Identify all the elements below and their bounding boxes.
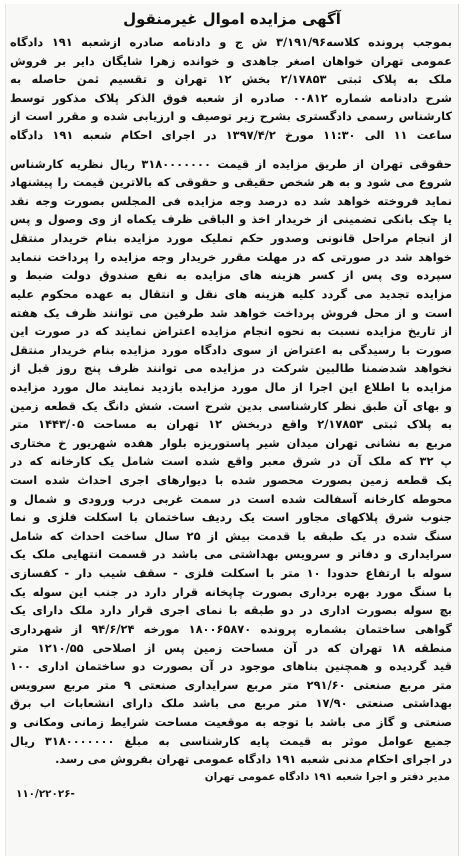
intro-line: شرح دادنامه شماره ۰۰۸۱۲ صادره از شعبه فوق الذکر پلاک مذکور توسط <box>10 90 452 105</box>
body-line: پ ۳۲ که ملک آن در شرق معبر واقع شده است شامل یک کارخانه که در <box>10 454 452 469</box>
body-line: سوله با ارتفاع حدودا ۱۰ متر با اسکلت فلزی - سقف شیب دار - کفسازی <box>10 566 452 581</box>
newspaper-clipping <box>5 4 459 856</box>
intro-line: عمومی تهران خواهان اصغر جاهدی و خوانده زهرا شایگان دایر بر فروش <box>10 53 452 68</box>
body-line: خواهد شد در صورتی که در مهلت مقرر خریدار وجه مزایده را پرداخت ننماید <box>10 249 452 264</box>
body-line: مزایده با اطلاع این اجرا از مال مورد مزایده بازدید نمایند مال مورد مزایده <box>10 379 452 394</box>
body-line: حقوقی تهران از طریق مزایده از قیمت ۳۱۸۰۰۰۰۰۰۰ ریال نظریه کارشناس <box>10 156 452 171</box>
body-line: است و از محل فروش پرداخت خواهد شد طرفین می توانند ظرف یک هفته <box>10 305 452 320</box>
body-line: نخواهد شدضمنا طالبین شرکت در مزایده می توانند ظرف پنج روز قبل از <box>10 361 452 376</box>
body-line: با سنگ مورد بهره برداری بصورت چاپخانه قرار دارد در جنب این سوله یک <box>10 584 452 599</box>
body-line: گواهی ساختمان بشماره پرونده ۱۸۰۰۶۵۸۷۰ مورخه ۹۴/۶/۲۴ از شهرداری <box>10 621 452 636</box>
intro-line: ملک به پلاک ثبتی ۲/۱۷۸۵۳ بخش ۱۲ تهران و تقسیم ثمن حاصله به <box>10 72 452 87</box>
intro-line: کارشناس رسمی دادگستری بشرح زیر توصیف و ارزیابی شده و مقرر است از <box>10 109 452 124</box>
body-line: شروع می شود و به هر شخص حقیقی و حقوقی که بالاترین قیمت را پیشنهاد <box>10 175 452 190</box>
notice-signature: مدیر دفتر و اجرا شعبه ۱۹۱ دادگاه عمومی تهران <box>204 770 450 783</box>
body-line: سنگ شده در یک طبقه با قدمت بیش از ۲۵ سال ساخت احداث که شامل <box>10 528 452 543</box>
body-line: بچ سوله بصورت اداری در دو طبقه با نمای اجری قرار دارد ملک دارای یک <box>10 603 452 618</box>
body-line: متر مربع صنعتی ۲۹۱/۶۰ متر مربع سرایداری صنعتی ۹ متر مربع سرویس <box>10 677 452 692</box>
body-line: در اجرای احکام مدنی شعبه ۱۹۱ دادگاه عمومی تهران بفروش می رسد. <box>55 752 452 767</box>
notice-reference-number: ۱۱۰/۲۲۰۲۶- <box>16 787 75 800</box>
body-line: جمیع عوامل موثر به قیمت پایه کارشناسی به مبلغ ۳۱۸۰۰۰۰۰۰۰ ریال <box>10 733 452 748</box>
notice-intro <box>6 33 458 145</box>
body-line: مزایده تجدید می گردد کلیه هزینه های نقل و انتقال به عهده محکوم علیه <box>10 286 452 301</box>
intro-line: بموجب پرونده کلاسه۳/۱۹۱/۹۶ ش ج و دادنامه صادره ازشعبه ۱۹۱ دادگاه <box>10 35 452 49</box>
body-line: صورت با رسیدگی به اعتراض از سوی دادگاه مورد مزایده بنام خریدار منتقل <box>10 342 452 357</box>
body-line: قید گردیده و همچنین بناهای موجود در آن بصورت دو ساختمان اداری ۱۰۰ <box>10 659 452 674</box>
body-line: و بهای آن طبق نظر کارشناسی بدین شرح است. شش دانگ یک قطعه زمین <box>10 398 452 413</box>
body-line: یک قطعه زمین بصورت محصور شده با دیوارهای اجری احداث شده است <box>10 473 452 488</box>
notice-title: آگهی مزایده اموال غیرمنقول <box>123 10 341 28</box>
body-line: محوطه کارخانه آسفالت شده است در سمت غربی درب ورودی و شمال و <box>10 491 452 506</box>
body-line: مربع به نشانی تهران میدان شیر پاستوریزه بلوار هفده شهریور خ مختاری <box>10 435 452 450</box>
body-line: منطقه ۱۸ تهران که در آن مساحت زمین پس از اصلاحی ۱۲۱۰/۵۵ متر <box>10 640 452 655</box>
body-line: یا چک بانکی تضمینی از خریدار اخذ و الباقی ظرف یکماه از وی وصول و پس <box>10 212 452 227</box>
body-line: صنعتی و گاز می باشد با توجه به موقعیت مساحت شرایط زمانی ومکانی و <box>10 714 452 729</box>
body-line: به پلاک ثبتی ۲/۱۷۸۵۳ واقع دربخش ۱۲ تهران به مساحت ۱۴۴۳/۰۵ متر <box>10 417 452 432</box>
body-line: نماید فروخته خواهد شد ده درصد وجه مزایده فی المجلس بصورت وجه نقد <box>10 193 452 208</box>
body-line: جنوب شرق پلاکهای مجاور است یک ردیف ساختمان با اسکلت فلزی و نما <box>10 510 452 525</box>
notice-body <box>6 155 458 769</box>
body-line: از تاریخ مزایده نسبت به نحوه انجام مزایده اعتراض نمایند که در صورت این <box>10 324 452 339</box>
body-line: بهداشتی صنعتی ۱۷/۹۰ متر مربع می باشد ملک دارای انشعابات اب برق <box>10 696 452 711</box>
body-line: سرایداری و دفاتر و سرویس بهداشتی می باشد در قسمت انتهایی ملک یک <box>10 547 452 562</box>
body-line: از انجام مراحل قانونی وصدور حکم تملیک مورد مزایده بنام خریدار منتقل <box>10 231 452 246</box>
body-line: سپرده وی پس از کسر هزینه های مزایده به نفع صندوق دولت ضبط و <box>10 268 452 283</box>
intro-line: ساعت ۱۱ الی ۱۱:۳۰ مورخ ۱۳۹۷/۴/۲ در اجرای احکام شعبه ۱۹۱ دادگاه <box>10 128 452 143</box>
